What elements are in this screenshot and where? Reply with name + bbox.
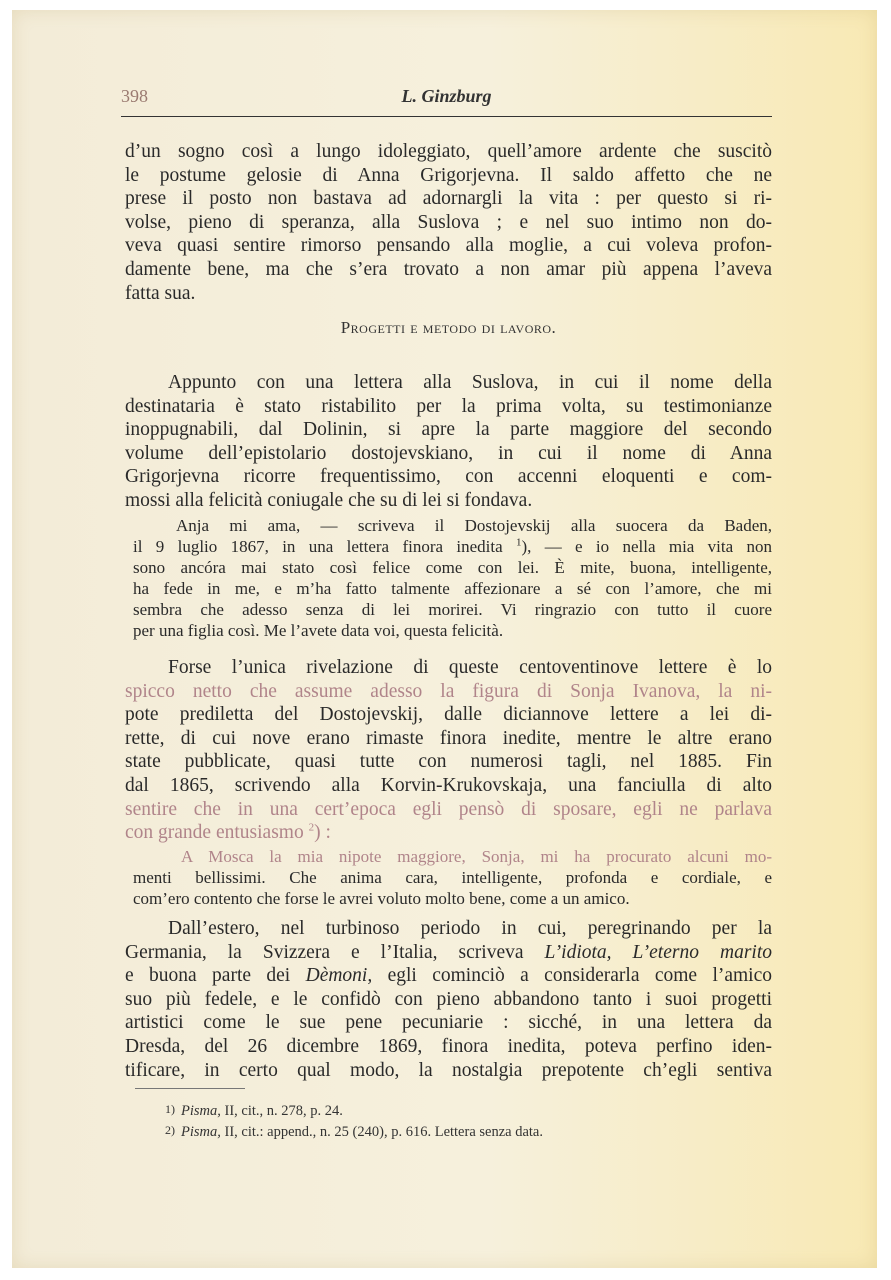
- text-line: tificare, in certo qual modo, la nostalgia prepotente ch’egli sentiva: [125, 1059, 772, 1081]
- quote-line: il 9 luglio 1867, in una lettera finora inedita $^1$), — e io nella mia vita non: [133, 536, 773, 556]
- paragraph-3: [125, 656, 772, 845]
- text-line: Dresda, del 26 dicembre 1869, finora inedita, poteva perfino iden-: [125, 1035, 772, 1057]
- text-line: con grande entusiasmo $^2$) :: [125, 821, 331, 844]
- text-line: Appunto con una lettera alla Suslova, in cui il nome della: [168, 372, 772, 393]
- text-line: state pubblicate, quasi tutte con numerosi tagli, nel 1885. Fin: [125, 751, 772, 773]
- book-title: Dèmoni,: [305, 965, 373, 987]
- text-line: spicco netto che assume adesso la figura di Sonja Ivanova, la ni-: [125, 680, 772, 702]
- footnote-ref[interactable]: 2: [308, 821, 315, 834]
- text-line: d’un sogno così a lungo idoleggiato, quell’amore ardente che suscitò: [125, 141, 772, 162]
- text-line: sentire che in una cert’epoca egli pensò di sposare, egli ne parlava: [125, 798, 772, 820]
- paragraph-1: [125, 140, 772, 305]
- footnote-1: 1) Pisma, II, cit., n. 278, p. 24.: [165, 1102, 343, 1119]
- text-line: volse, pieno di speranza, alla Suslova ; e nel suo intimo non do-: [125, 211, 772, 233]
- block-quote-2: [133, 846, 772, 909]
- book-title: L’idiota, L’eterno marito: [544, 941, 772, 963]
- section-heading: Progetti e metodo di lavoro.: [340, 318, 557, 337]
- text-line: volume dell’epistolario dostojevskiano, in cui il nome di Anna: [125, 442, 772, 464]
- paragraph-2: [125, 371, 772, 513]
- text-line: damente bene, ma che s’era trovato a non amar più appena l’aveva: [125, 258, 772, 280]
- text-line: le postume gelosie di Anna Grigorjevna. Il saldo affetto che ne: [125, 164, 772, 186]
- text-line: rette, di cui nove erano rimaste finora inedite, mentre le altre erano: [125, 727, 772, 749]
- quote-line: Anja mi ama, — scriveva il Dostojevskij alla suocera da Baden,: [176, 516, 772, 535]
- running-head: L. Ginzburg: [401, 86, 492, 106]
- text-line: dal 1865, scrivendo alla Korvin-Krukovskaja, una fanciulla di alto: [125, 774, 772, 796]
- footnote-ref[interactable]: 1: [515, 536, 522, 549]
- text-line: e buona parte dei Dèmoni, egli cominciò a considerarla come l’amico: [125, 965, 772, 987]
- footnote-divider: [135, 1088, 245, 1089]
- text-line: Germania, la Svizzera e l’Italia, scriveva L’idiota, L’eterno marito: [125, 941, 772, 963]
- text-line: prese il posto non bastava ad adornargli la vita : per questo si ri-: [125, 188, 772, 210]
- quote-line: A Mosca la mia nipote maggiore, Sonja, mi ha procurato alcuni mo-: [181, 847, 772, 866]
- text-line: Dall’estero, nel turbinoso periodo in cui, peregrinando per la: [168, 918, 772, 939]
- text-line: destinataria è stato ristabilito per la prima volta, su testimonianze: [125, 395, 772, 417]
- text-line: suo più fedele, e le confidò con pieno abbandono tanto i suoi progetti: [125, 988, 772, 1010]
- text-line: Grigorjevna ricorre frequentissimo, con accenni eloquenti e com-: [125, 466, 772, 488]
- text-line: veva quasi sentire rimorso pensando alla moglie, a cui voleva profon-: [125, 235, 772, 257]
- quote-line: com’ero contento che forse le avrei voluto molto bene, come a un amico.: [133, 889, 630, 908]
- quote-line: ha fede in me, e m’ha fatto talmente affezionare a sé con l’amore, che mi: [133, 579, 772, 598]
- text-line: mossi alla felicità coniugale che su di lei si fondava.: [125, 489, 533, 511]
- text-line: fatta sua.: [125, 282, 196, 304]
- text-line: artistici come le sue pene pecuniarie : sicché, in una lettera da: [125, 1012, 772, 1034]
- quote-line: per una figlia così. Me l’avete data voi, questa felicità.: [133, 621, 504, 640]
- text-line: pote prediletta del Dostojevskij, dalle diciannove lettere a lei di-: [125, 704, 772, 726]
- paragraph-4: [125, 917, 772, 1082]
- quote-line: sono ancóra mai stato così felice come con lei. È mite, buona, intelligente,: [133, 558, 772, 577]
- text-line: inoppugnabili, dal Dolinin, si apre la parte maggiore del secondo: [125, 419, 772, 441]
- page-header: [121, 86, 772, 117]
- quote-line: sembra che adesso senza di lei morirei. Vi ringrazio con tutto il cuore: [133, 600, 772, 619]
- quote-line: menti bellissimi. Che anima cara, intelligente, profonda e cordiale, e: [133, 868, 772, 887]
- block-quote-1: [133, 515, 772, 641]
- footnote-2: 2) Pisma, II, cit.: append., n. 25 (240), p. 616. Lettera senza data.: [165, 1123, 543, 1140]
- text-line: Forse l’unica rivelazione di queste centoventinove lettere è lo: [168, 657, 772, 678]
- page-number: 398: [121, 86, 148, 106]
